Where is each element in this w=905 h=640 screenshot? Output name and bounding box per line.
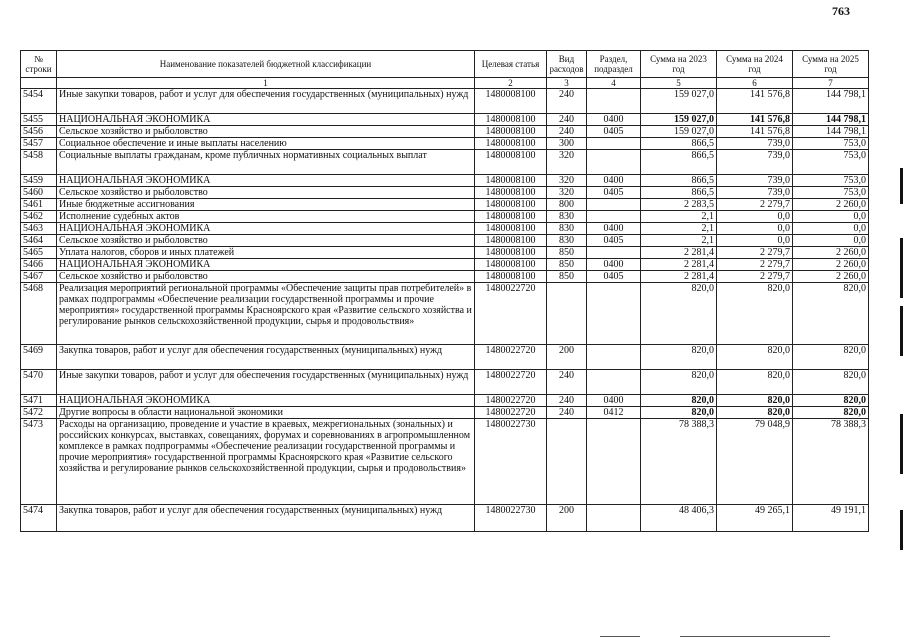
table-row — [21, 259, 869, 271]
cell-razdel: 0405 — [587, 235, 641, 247]
cell-row-no: 5459 — [21, 175, 57, 187]
cell-sum-2024: 820,0 — [717, 395, 793, 407]
cell-razdel — [587, 199, 641, 211]
cell-code: 1480008100 — [475, 175, 547, 187]
cell-name: Иные закупки товаров, работ и услуг для обеспечения государственных (муниципальных) нужд — [57, 89, 475, 114]
cell-row-no: 5456 — [21, 126, 57, 138]
cell-sum-2024: 0,0 — [717, 235, 793, 247]
cell-name: Сельское хозяйство и рыболовство — [57, 126, 475, 138]
cell-razdel: 0400 — [587, 395, 641, 407]
cell-razdel: 0400 — [587, 223, 641, 235]
cell-code: 1480008100 — [475, 223, 547, 235]
cell-vid: 300 — [547, 138, 587, 150]
cell-vid — [547, 419, 587, 505]
cell-vid: 240 — [547, 89, 587, 114]
cell-razdel — [587, 89, 641, 114]
cell-sum-2025: 0,0 — [793, 223, 869, 235]
table-row — [21, 283, 869, 345]
cell-row-no: 5458 — [21, 150, 57, 175]
cell-sum-2023: 48 406,3 — [641, 505, 717, 532]
col-number: 6 — [717, 78, 793, 89]
cell-vid: 850 — [547, 271, 587, 283]
col-header-row-no: № строки — [21, 51, 57, 78]
cell-code: 1480008100 — [475, 138, 547, 150]
column-number-row — [21, 78, 869, 89]
col-number: 2 — [475, 78, 547, 89]
cell-sum-2025: 820,0 — [793, 407, 869, 419]
cell-sum-2023: 866,5 — [641, 138, 717, 150]
cell-sum-2024: 2 279,7 — [717, 259, 793, 271]
table-row — [21, 505, 869, 532]
cell-name: НАЦИОНАЛЬНАЯ ЭКОНОМИКА — [57, 259, 475, 271]
cell-sum-2024: 820,0 — [717, 370, 793, 395]
cell-vid: 240 — [547, 407, 587, 419]
cell-code: 1480008100 — [475, 114, 547, 126]
cell-code: 1480022720 — [475, 345, 547, 370]
page-edge-mark — [900, 168, 903, 204]
cell-vid: 200 — [547, 505, 587, 532]
cell-sum-2025: 144 798,1 — [793, 89, 869, 114]
cell-sum-2023: 78 388,3 — [641, 419, 717, 505]
cell-vid: 240 — [547, 114, 587, 126]
header-row — [21, 51, 869, 78]
cell-code: 1480022730 — [475, 419, 547, 505]
cell-row-no: 5474 — [21, 505, 57, 532]
cell-sum-2025: 753,0 — [793, 138, 869, 150]
cell-razdel — [587, 138, 641, 150]
cell-sum-2024: 141 576,8 — [717, 89, 793, 114]
page-bottom-line — [680, 636, 830, 637]
cell-vid — [547, 283, 587, 345]
cell-code: 1480008100 — [475, 259, 547, 271]
table-row — [21, 345, 869, 370]
cell-row-no: 5468 — [21, 283, 57, 345]
cell-row-no: 5462 — [21, 211, 57, 223]
cell-name: НАЦИОНАЛЬНАЯ ЭКОНОМИКА — [57, 395, 475, 407]
cell-vid: 200 — [547, 345, 587, 370]
col-number: 5 — [641, 78, 717, 89]
cell-row-no: 5454 — [21, 89, 57, 114]
cell-sum-2025: 78 388,3 — [793, 419, 869, 505]
cell-name: Социальные выплаты гражданам, кроме публичных нормативных социальных выплат — [57, 150, 475, 175]
cell-sum-2023: 820,0 — [641, 395, 717, 407]
cell-sum-2023: 2,1 — [641, 211, 717, 223]
cell-sum-2025: 0,0 — [793, 235, 869, 247]
col-number-blank — [21, 78, 57, 89]
col-header-sum-2024: Сумма на 2024 год — [717, 51, 793, 78]
cell-code: 1480022720 — [475, 370, 547, 395]
table-row — [21, 395, 869, 407]
cell-sum-2023: 866,5 — [641, 175, 717, 187]
cell-sum-2024: 820,0 — [717, 345, 793, 370]
cell-code: 1480022730 — [475, 505, 547, 532]
table-row — [21, 199, 869, 211]
cell-sum-2025: 820,0 — [793, 370, 869, 395]
cell-sum-2025: 820,0 — [793, 283, 869, 345]
cell-row-no: 5470 — [21, 370, 57, 395]
cell-sum-2024: 0,0 — [717, 211, 793, 223]
cell-row-no: 5471 — [21, 395, 57, 407]
cell-sum-2023: 2,1 — [641, 235, 717, 247]
page-edge-mark — [900, 414, 903, 474]
col-header-sum-2025: Сумма на 2025 год — [793, 51, 869, 78]
cell-vid: 830 — [547, 211, 587, 223]
page-edge-mark — [900, 238, 903, 298]
cell-sum-2024: 739,0 — [717, 187, 793, 199]
cell-row-no: 5464 — [21, 235, 57, 247]
cell-name: Иные закупки товаров, работ и услуг для обеспечения государственных (муниципальных) нужд — [57, 370, 475, 395]
cell-code: 1480008100 — [475, 187, 547, 199]
table-row — [21, 211, 869, 223]
cell-sum-2024: 141 576,8 — [717, 126, 793, 138]
table-row — [21, 187, 869, 199]
cell-sum-2025: 2 260,0 — [793, 247, 869, 259]
cell-name: Другие вопросы в области национальной экономики — [57, 407, 475, 419]
cell-sum-2025: 144 798,1 — [793, 114, 869, 126]
cell-sum-2023: 2 283,5 — [641, 199, 717, 211]
page-number: 763 — [832, 4, 850, 18]
cell-razdel: 0400 — [587, 175, 641, 187]
cell-name: Иные бюджетные ассигнования — [57, 199, 475, 211]
col-header-razdel: Раздел, подраздел — [587, 51, 641, 78]
col-number: 7 — [793, 78, 869, 89]
cell-razdel: 0405 — [587, 126, 641, 138]
cell-sum-2025: 0,0 — [793, 211, 869, 223]
cell-row-no: 5460 — [21, 187, 57, 199]
cell-sum-2023: 159 027,0 — [641, 126, 717, 138]
cell-code: 1480008100 — [475, 150, 547, 175]
cell-name: Закупка товаров, работ и услуг для обеспечения государственных (муниципальных) нужд — [57, 345, 475, 370]
table-row — [21, 223, 869, 235]
table-row — [21, 247, 869, 259]
table-row — [21, 150, 869, 175]
budget-table — [20, 50, 869, 532]
cell-sum-2023: 820,0 — [641, 407, 717, 419]
table-row — [21, 407, 869, 419]
cell-row-no: 5466 — [21, 259, 57, 271]
cell-razdel: 0405 — [587, 271, 641, 283]
cell-code: 1480022720 — [475, 395, 547, 407]
cell-sum-2025: 2 260,0 — [793, 271, 869, 283]
page-bottom-line — [600, 636, 640, 637]
cell-sum-2024: 820,0 — [717, 283, 793, 345]
cell-name: Сельское хозяйство и рыболовство — [57, 235, 475, 247]
cell-sum-2023: 820,0 — [641, 283, 717, 345]
cell-sum-2025: 144 798,1 — [793, 126, 869, 138]
cell-sum-2024: 49 265,1 — [717, 505, 793, 532]
cell-row-no: 5461 — [21, 199, 57, 211]
cell-sum-2023: 2 281,4 — [641, 259, 717, 271]
cell-code: 1480008100 — [475, 271, 547, 283]
cell-sum-2024: 739,0 — [717, 138, 793, 150]
page-edge-mark — [900, 510, 903, 550]
cell-sum-2024: 820,0 — [717, 407, 793, 419]
table-row — [21, 126, 869, 138]
table-row — [21, 235, 869, 247]
cell-sum-2025: 2 260,0 — [793, 259, 869, 271]
col-header-sum-2023: Сумма на 2023 год — [641, 51, 717, 78]
cell-sum-2025: 49 191,1 — [793, 505, 869, 532]
cell-vid: 830 — [547, 235, 587, 247]
cell-code: 1480008100 — [475, 89, 547, 114]
cell-vid: 320 — [547, 150, 587, 175]
cell-sum-2024: 2 279,7 — [717, 199, 793, 211]
col-header-name: Наименование показателей бюджетной классификации — [57, 51, 475, 78]
cell-name: Исполнение судебных актов — [57, 211, 475, 223]
cell-row-no: 5473 — [21, 419, 57, 505]
cell-row-no: 5465 — [21, 247, 57, 259]
table-row — [21, 175, 869, 187]
cell-code: 1480008100 — [475, 247, 547, 259]
cell-sum-2024: 2 279,7 — [717, 247, 793, 259]
cell-vid: 800 — [547, 199, 587, 211]
cell-sum-2023: 2,1 — [641, 223, 717, 235]
cell-sum-2023: 2 281,4 — [641, 247, 717, 259]
cell-code: 1480022720 — [475, 283, 547, 345]
cell-sum-2023: 820,0 — [641, 370, 717, 395]
table-row — [21, 271, 869, 283]
cell-vid: 320 — [547, 187, 587, 199]
col-number: 1 — [57, 78, 475, 89]
cell-sum-2025: 820,0 — [793, 395, 869, 407]
table-row — [21, 114, 869, 126]
table-row — [21, 89, 869, 114]
cell-name: Закупка товаров, работ и услуг для обеспечения государственных (муниципальных) нужд — [57, 505, 475, 532]
col-number: 3 — [547, 78, 587, 89]
cell-sum-2025: 753,0 — [793, 175, 869, 187]
cell-code: 1480008100 — [475, 211, 547, 223]
table-row — [21, 419, 869, 505]
col-header-vid: Вид расходов — [547, 51, 587, 78]
cell-razdel — [587, 283, 641, 345]
cell-vid: 320 — [547, 175, 587, 187]
cell-vid: 850 — [547, 247, 587, 259]
cell-sum-2023: 820,0 — [641, 345, 717, 370]
table-row — [21, 138, 869, 150]
cell-name: НАЦИОНАЛЬНАЯ ЭКОНОМИКА — [57, 223, 475, 235]
cell-name: НАЦИОНАЛЬНАЯ ЭКОНОМИКА — [57, 175, 475, 187]
cell-razdel — [587, 345, 641, 370]
cell-razdel: 0400 — [587, 259, 641, 271]
col-header-code: Целевая статья — [475, 51, 547, 78]
cell-name: Уплата налогов, сборов и иных платежей — [57, 247, 475, 259]
cell-name: НАЦИОНАЛЬНАЯ ЭКОНОМИКА — [57, 114, 475, 126]
cell-razdel — [587, 150, 641, 175]
cell-row-no: 5463 — [21, 223, 57, 235]
cell-sum-2025: 753,0 — [793, 187, 869, 199]
cell-row-no: 5457 — [21, 138, 57, 150]
cell-name: Сельское хозяйство и рыболовство — [57, 187, 475, 199]
cell-sum-2024: 739,0 — [717, 150, 793, 175]
col-number: 4 — [587, 78, 641, 89]
cell-razdel: 0405 — [587, 187, 641, 199]
cell-razdel — [587, 505, 641, 532]
cell-razdel: 0400 — [587, 114, 641, 126]
cell-row-no: 5467 — [21, 271, 57, 283]
cell-vid: 240 — [547, 126, 587, 138]
cell-vid: 240 — [547, 395, 587, 407]
cell-vid: 830 — [547, 223, 587, 235]
cell-razdel: 0412 — [587, 407, 641, 419]
cell-sum-2023: 866,5 — [641, 187, 717, 199]
cell-row-no: 5469 — [21, 345, 57, 370]
cell-row-no: 5455 — [21, 114, 57, 126]
table-row — [21, 370, 869, 395]
cell-sum-2024: 2 279,7 — [717, 271, 793, 283]
cell-code: 1480022720 — [475, 407, 547, 419]
cell-sum-2023: 159 027,0 — [641, 114, 717, 126]
cell-sum-2025: 2 260,0 — [793, 199, 869, 211]
cell-code: 1480008100 — [475, 126, 547, 138]
cell-row-no: 5472 — [21, 407, 57, 419]
cell-sum-2023: 866,5 — [641, 150, 717, 175]
cell-vid: 850 — [547, 259, 587, 271]
cell-code: 1480008100 — [475, 235, 547, 247]
cell-sum-2024: 739,0 — [717, 175, 793, 187]
cell-sum-2024: 0,0 — [717, 223, 793, 235]
cell-sum-2024: 79 048,9 — [717, 419, 793, 505]
table-body — [21, 89, 869, 532]
cell-name: Социальное обеспечение и иные выплаты населению — [57, 138, 475, 150]
cell-name: Расходы на организацию, проведение и участие в краевых, межрегиональных (зональных) и российских конкурсах, выставках, совещаниях, форумах и соревнованиях в агропромышленном комплексе в рамках подпрограммы «Обеспечение реализации государственной программы и прочие мероприятия» государственной программы Красноярского края «Развитие сельского хозяйства и регулирование рынков сельскохозяйственной продукции, сырья и продовольствия» — [57, 419, 475, 505]
cell-razdel — [587, 211, 641, 223]
cell-sum-2025: 753,0 — [793, 150, 869, 175]
cell-sum-2023: 2 281,4 — [641, 271, 717, 283]
cell-sum-2024: 141 576,8 — [717, 114, 793, 126]
cell-name: Сельское хозяйство и рыболовство — [57, 271, 475, 283]
cell-razdel — [587, 419, 641, 505]
cell-razdel — [587, 370, 641, 395]
cell-code: 1480008100 — [475, 199, 547, 211]
cell-vid: 240 — [547, 370, 587, 395]
cell-name: Реализация мероприятий региональной программы «Обеспечение защиты прав потребителей» в рамках подпрограммы «Обеспечение реализации государственной программы и прочие мероприятия» государственной программы Красноярского края «Развитие сельского хозяйства и регулирование рынков сельскохозяйственной продукции, сырья и продовольствия» — [57, 283, 475, 345]
cell-razdel — [587, 247, 641, 259]
cell-sum-2025: 820,0 — [793, 345, 869, 370]
cell-sum-2023: 159 027,0 — [641, 89, 717, 114]
page-edge-mark — [900, 306, 903, 356]
